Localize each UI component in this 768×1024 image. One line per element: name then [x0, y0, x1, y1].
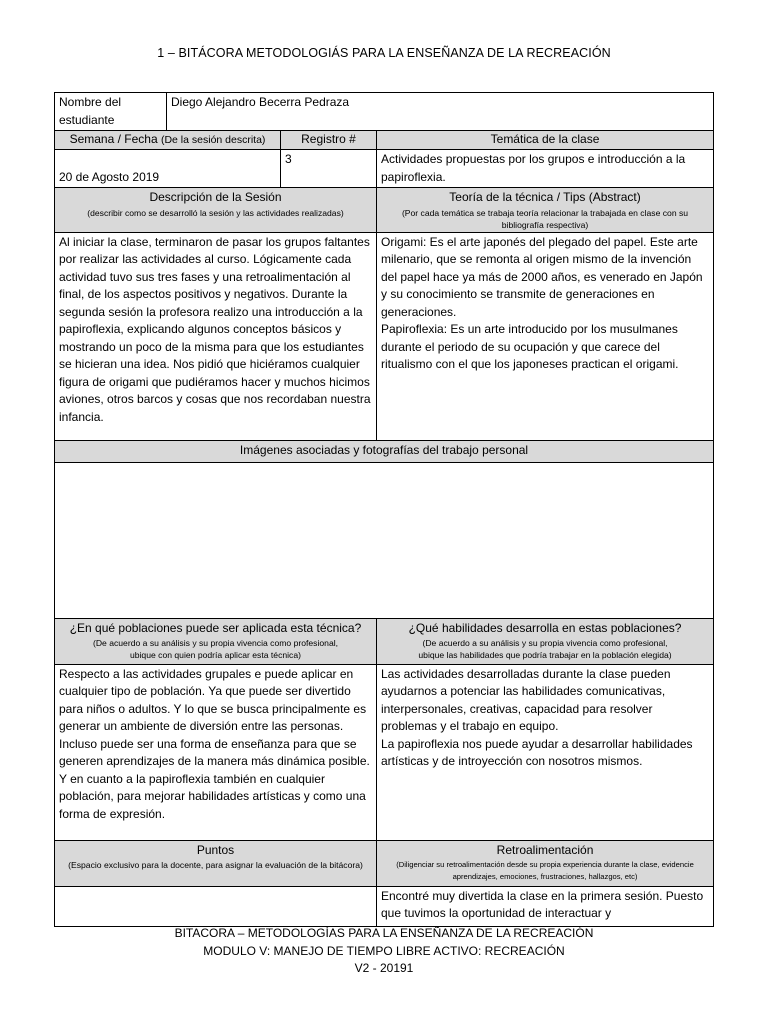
theory-papiroflexia-text: Papiroflexia: Es un arte introducido por los musulmanes durante el periodo de su ocupación y que carece del ritualismo con el que los japoneses practican el origami.	[381, 322, 679, 371]
tematica-header: Temática de la clase	[377, 131, 714, 150]
footer-line-1: BITACORA – METODOLOGÍAS PARA LA ENSEÑANZA DE LA RECREACIÓN	[174, 926, 594, 940]
theory-title: Teoría de la técnica / Tips (Abstract)	[449, 190, 641, 204]
week-date-label: Semana / Fecha	[69, 132, 158, 146]
feedback-header	[377, 840, 714, 886]
description-title: Descripción de la Sesión	[149, 190, 282, 204]
points-header	[55, 840, 377, 886]
student-name-label: Nombre del estudiante	[55, 93, 167, 131]
date-value: 20 de Agosto 2019	[55, 150, 281, 188]
populations-text-2: Y en cuanto a la papiroflexia también en cualquier población, para mejorar habilidades artísticas y como una forma de expresión.	[59, 771, 366, 821]
populations-subtitle-1: (De acuerdo a su análisis y su propia vivencia como profesional,	[92, 638, 339, 648]
skills-title: ¿Qué habilidades desarrolla en estas poblaciones?	[408, 620, 682, 635]
tematica-value: Actividades propuestas por los grupos e introducción a la papiroflexia.	[377, 150, 714, 188]
bitacora-table	[54, 92, 714, 927]
student-name-value: Diego Alejandro Becerra Pedraza	[167, 93, 714, 131]
points-value	[55, 886, 377, 926]
description-subtitle: (describir como se desarrolló la sesión y las actividades realizadas)	[87, 207, 344, 218]
skills-content	[377, 664, 714, 840]
populations-text-1: Respecto a las actividades grupales e puede aplicar en cualquier tipo de población. Ya que puede ser divertido para niños o adultos. Y lo que se busca principalmente es generar un ambiente de diversión entre las personas. Incluso puede ser una forma de enseñanza para que se generen aprendizajes de la manera más dinámica posible.	[59, 666, 370, 768]
populations-subtitle-2: ubique con quien podría aplicar esta técnica)	[129, 650, 302, 660]
description-text: Al iniciar la clase, terminaron de pasar los grupos faltantes por realizar las actividades al curso. Lógicamente cada actividad tuvo sus tres fases y una retroalimentación al final, de los aspectos positivos y negativos. Durante la segunda sesión la profesora realizo una introducción a la papiroflexia, explicando algunos conceptos básicos y mostrando un poco de la misma para que los estudiantes se hicieran una idea. Nos pidió que hiciéramos cualquier figura de origami que pudiéramos hacer y muchos hicimos aviones, otros barcos y cosas que nos recordaban nuestra infancia.	[55, 232, 377, 440]
footer-line-2: MODULO V: MANEJO DE TIEMPO LIBRE ACTIVO: RECREACIÓN	[203, 943, 565, 958]
feedback-title: Retroalimentación	[496, 842, 594, 857]
populations-content	[55, 664, 377, 840]
theory-origami-text: Origami: Es el arte japonés del plegado del papel. Este arte milenario, que se remonta al origen mismo de la invención del papel hace ya más de 2000 años, es venerado en Japón y su conocimiento se transmite de generaciones en generaciones.	[381, 234, 703, 319]
footer-line-3: V2 - 20191	[354, 961, 414, 975]
skills-text-1: Las actividades desarrolladas durante la clase pueden ayudarnos a potenciar las habilidades comunicativas, interpersonales, creativas, capacidad para resolver problemas y el trabajo en equipo.	[381, 666, 671, 733]
skills-subtitle-1: (De acuerdo a su análisis y su propia vivencia como profesional,	[422, 638, 668, 648]
images-area	[55, 462, 714, 618]
theory-header	[377, 188, 714, 233]
week-date-note: (De la sesión descrita)	[160, 134, 266, 146]
registro-header: Registro #	[281, 131, 377, 150]
skills-header	[377, 618, 714, 664]
description-header	[55, 188, 377, 233]
points-subtitle: (Espacio exclusivo para la docente, para asignar la evaluación de la bitácora)	[68, 860, 363, 870]
theory-content	[377, 232, 714, 440]
feedback-text: Encontré muy divertida la clase en la primera sesión. Puesto que tuvimos la oportunidad de interactuar y	[377, 886, 714, 926]
theory-subtitle: (Por cada temática se trabaja teoría relacionar la trabajada en clase con su bibliografía respectiva)	[401, 207, 689, 230]
registro-value: 3	[281, 150, 377, 188]
feedback-subtitle: (Diligenciar su retroalimentación desde su propia experiencia durante la clase, evidencie aprendizajes, emociones, frustraciones, hallazgos, etc)	[396, 860, 694, 881]
skills-subtitle-2: ubique las habilidades que podría trabajar en la población elegida)	[418, 650, 672, 660]
populations-header	[55, 618, 377, 664]
page-footer	[0, 925, 768, 978]
document-title: 1 – BITÁCORA METODOLOGIÁS PARA LA ENSEÑANZA DE LA RECREACIÓN	[157, 46, 611, 60]
points-title: Puntos	[196, 842, 235, 857]
week-date-header	[55, 131, 281, 150]
populations-title: ¿En qué poblaciones puede ser aplicada esta técnica?	[69, 620, 362, 635]
images-header: Imágenes asociadas y fotografías del trabajo personal	[55, 440, 714, 462]
skills-text-2: La papiroflexia nos puede ayudar a desarrollar habilidades artísticas y de introyección con nosotros mismos.	[381, 736, 693, 768]
